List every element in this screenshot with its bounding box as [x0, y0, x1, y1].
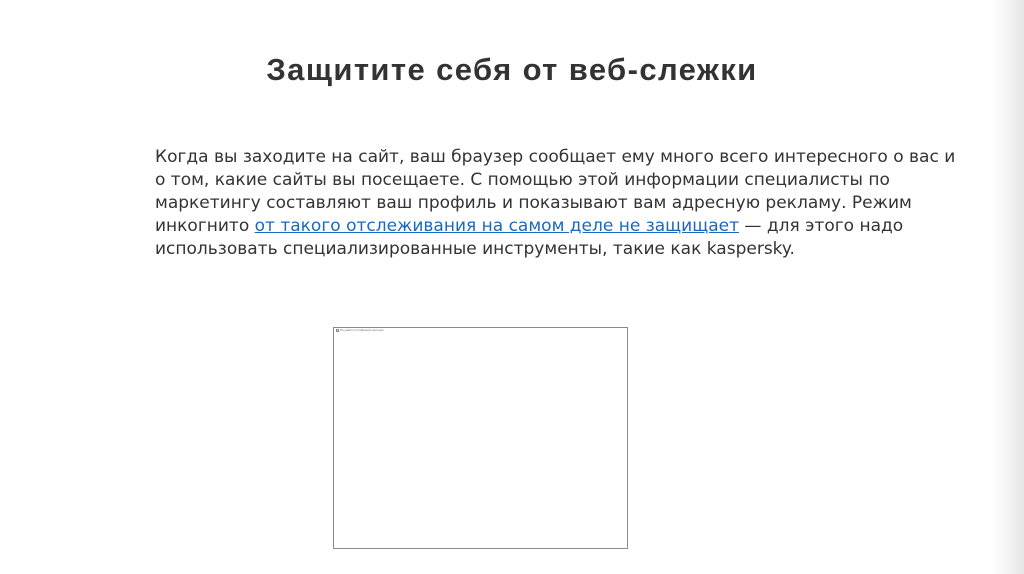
- image-placeholder: [333, 327, 628, 549]
- paragraph-text-after-link: — для этого надо использовать специализированные инструменты, такие как kaspersky.: [155, 216, 904, 259]
- image-placeholder-caption-text: Не удается отобразить рисунок: [340, 329, 384, 332]
- image-placeholder-caption: [336, 329, 384, 332]
- incognito-article-link[interactable]: от такого отслеживания на самом деле не защищает: [254, 216, 740, 236]
- slide-title: Защитите себя от веб-слежки: [266, 52, 758, 87]
- broken-image-icon: [336, 329, 339, 332]
- slide-paragraph: [155, 146, 970, 261]
- paragraph-text-before-link: Когда вы заходите на сайт, ваш браузер сообщает ему много всего интересного о вас и о том, какие сайты вы посещаете. С помощью этой информации специалисты по маркетингу составляют ваш профиль и показывают вам адресную рекламу. Режим инкогнито: [155, 147, 956, 236]
